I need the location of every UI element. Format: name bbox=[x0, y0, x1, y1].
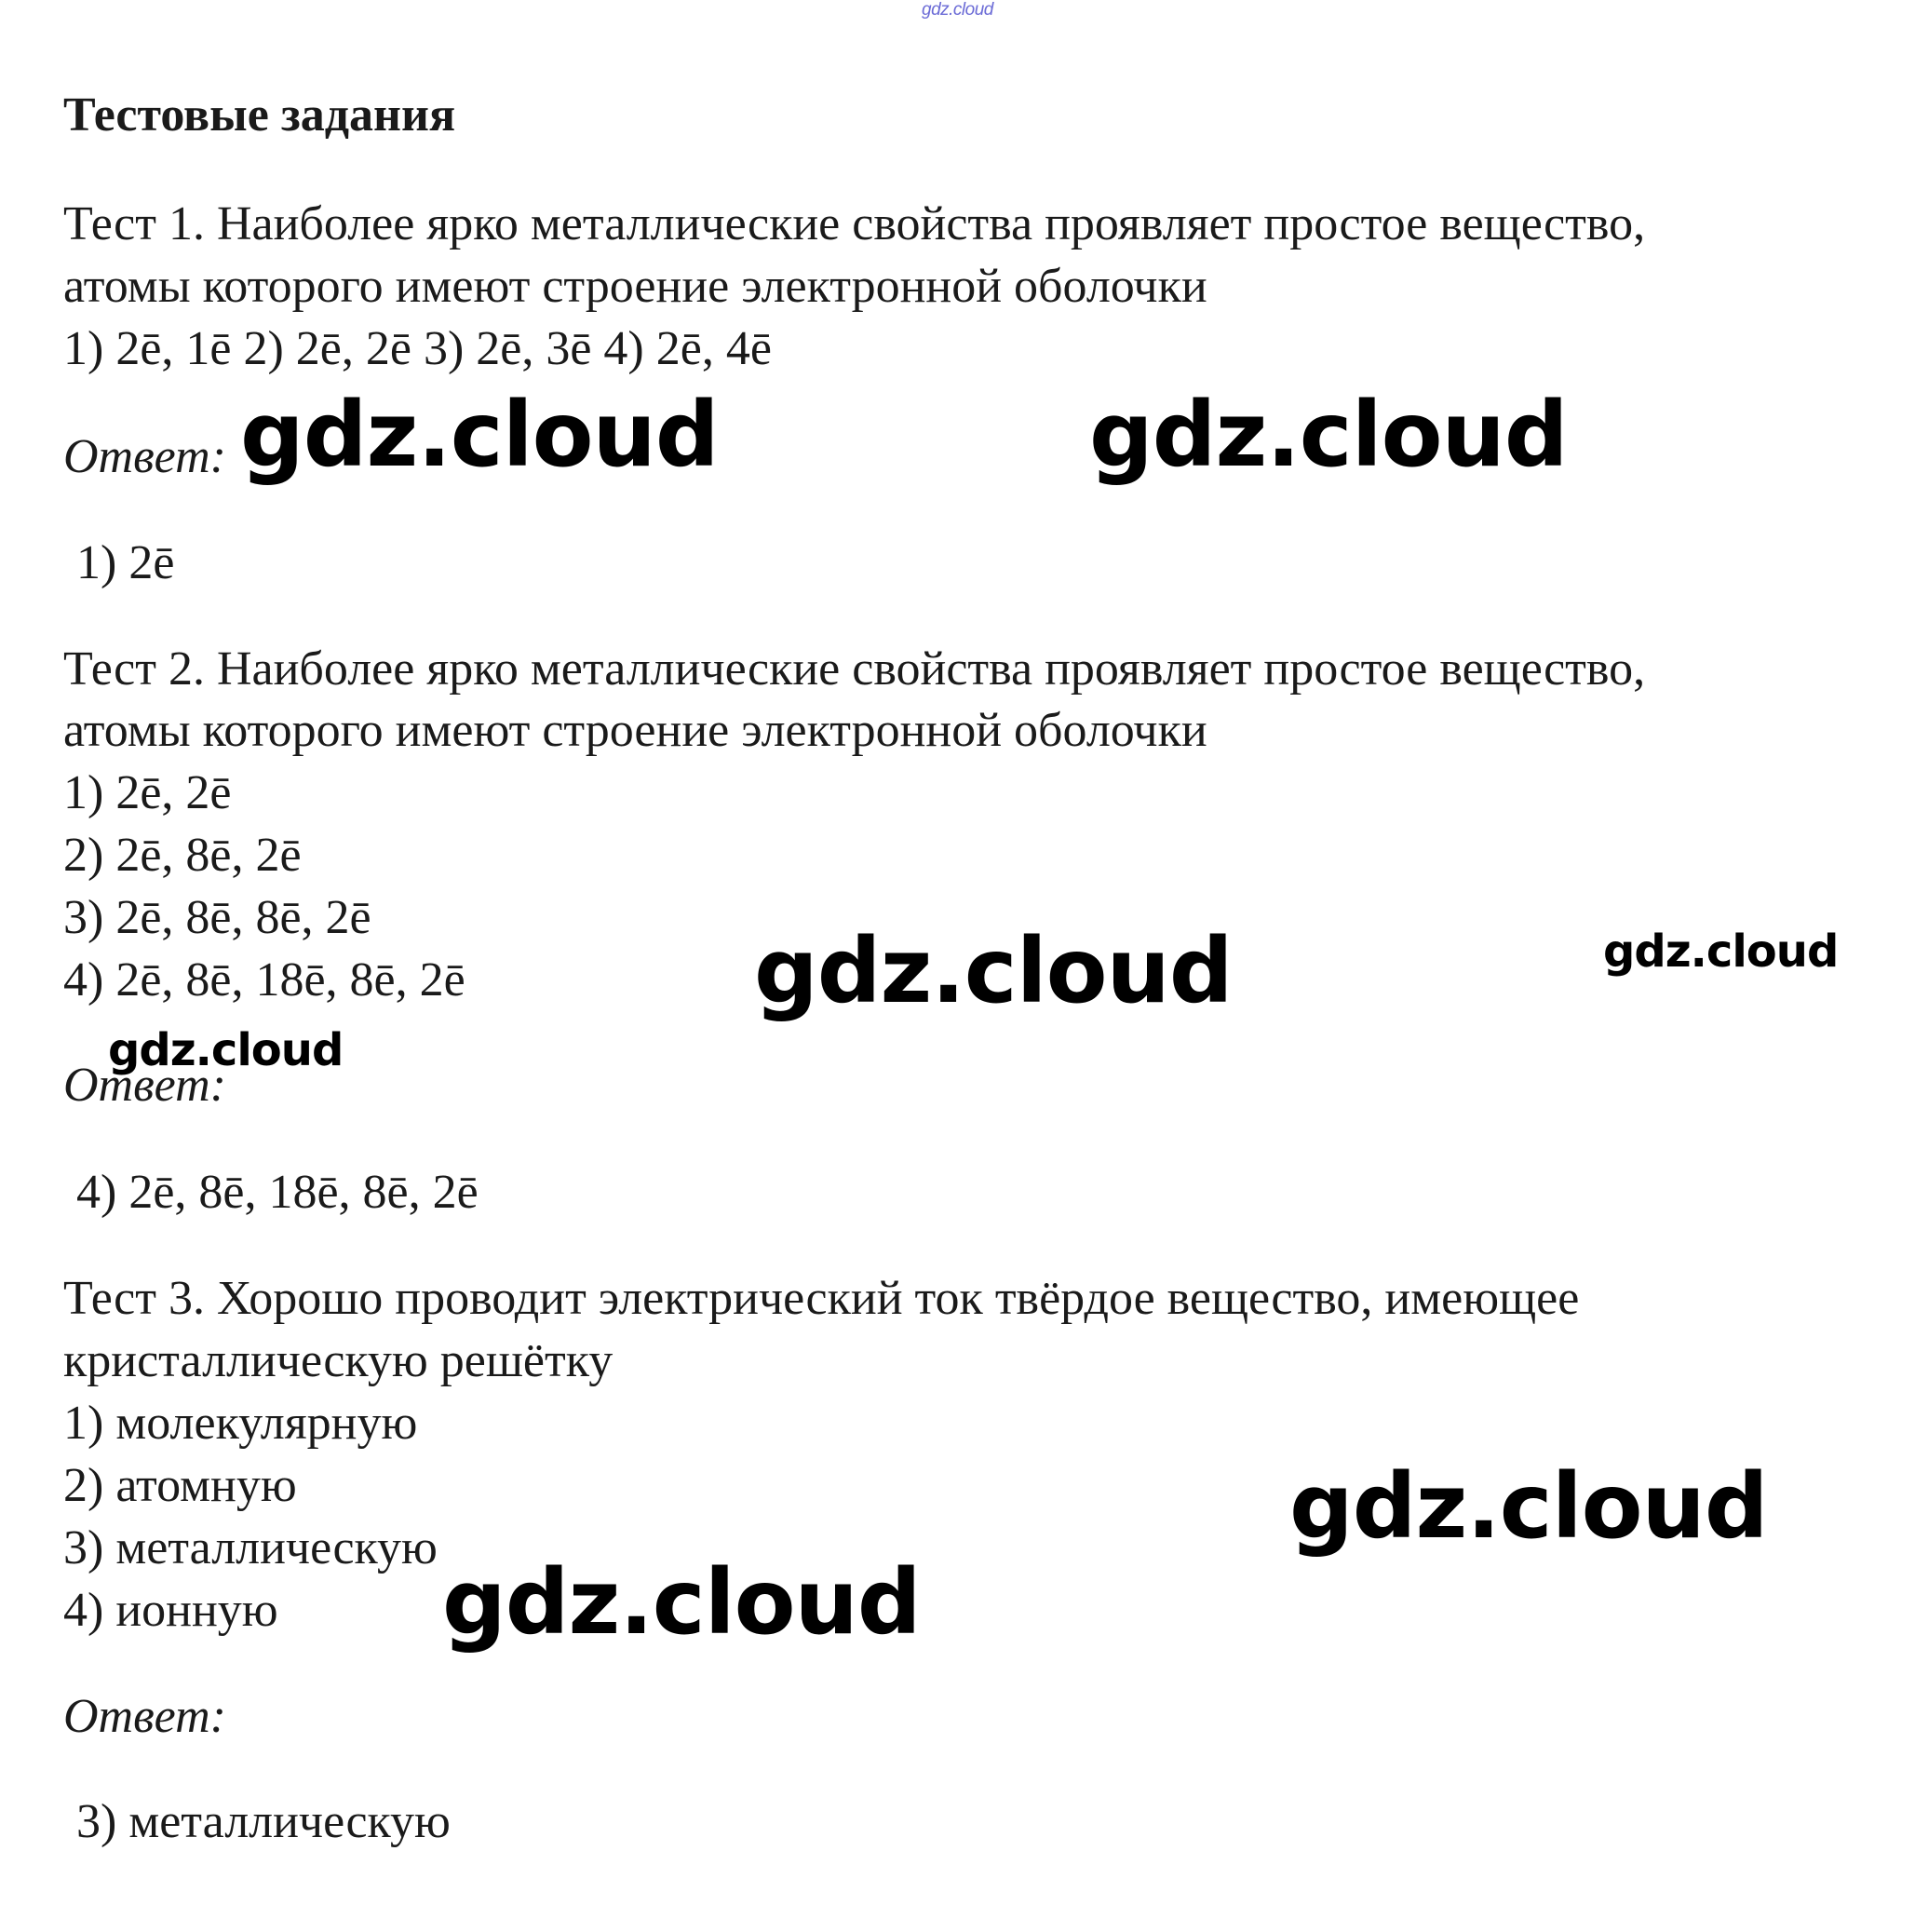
test-3-option-4: 4) ионную bbox=[63, 1584, 278, 1637]
test-2-question-line-1: Тест 2. Наиболее ярко металлические свойства проявляет простое вещество, bbox=[63, 642, 1646, 696]
test-2-option-2: 2) 2ē, 8ē, 2ē bbox=[63, 829, 302, 882]
test-3-question-line-1: Тест 3. Хорошо проводит электрический ток твёрдое вещество, имеющее bbox=[63, 1272, 1580, 1325]
test-3-question-line-2: кристаллическую решётку bbox=[63, 1334, 614, 1387]
test-2-option-3: 3) 2ē, 8ē, 8ē, 2ē bbox=[63, 891, 371, 944]
test-2-question-line-2: атомы которого имеют строение электронной оболочки bbox=[63, 704, 1207, 757]
test-1-answer-label: Ответ: bbox=[63, 430, 226, 483]
test-2-option-4: 4) 2ē, 8ē, 18ē, 8ē, 2ē bbox=[63, 953, 465, 1007]
watermark: gdz.cloud bbox=[754, 919, 1233, 1023]
watermark: gdz.cloud bbox=[1289, 1454, 1768, 1559]
test-3-option-2: 2) атомную bbox=[63, 1459, 297, 1512]
test-2-answer: 4) 2ē, 8ē, 18ē, 8ē, 2ē bbox=[76, 1166, 479, 1219]
test-2-answer-label: Ответ: bbox=[63, 1059, 226, 1112]
test-3-option-1: 1) молекулярную bbox=[63, 1397, 418, 1450]
test-3-answer: 3) металлическую bbox=[76, 1795, 451, 1848]
watermark: gdz.cloud bbox=[240, 383, 719, 487]
test-1-question-line-2: атомы которого имеют строение электронной оболочки bbox=[63, 260, 1207, 313]
watermark: gdz.cloud bbox=[1603, 925, 1839, 978]
test-1-question-line-1: Тест 1. Наиболее ярко металлические свойства проявляет простое вещество, bbox=[63, 197, 1646, 250]
test-1-answer: 1) 2ē bbox=[76, 536, 175, 589]
watermark: gdz.cloud bbox=[442, 1550, 921, 1655]
test-3-answer-label: Ответ: bbox=[63, 1690, 226, 1743]
page-title: Тестовые задания bbox=[63, 88, 456, 142]
test-2-option-1: 1) 2ē, 2ē bbox=[63, 766, 232, 819]
watermark: gdz.cloud bbox=[108, 1024, 344, 1076]
test-3-option-3: 3) металлическую bbox=[63, 1521, 438, 1574]
watermark: gdz.cloud bbox=[1089, 383, 1568, 487]
test-1-options: 1) 2ē, 1ē 2) 2ē, 2ē 3) 2ē, 3ē 4) 2ē, 4ē bbox=[63, 322, 772, 375]
header-watermark: gdz.cloud bbox=[922, 0, 993, 20]
